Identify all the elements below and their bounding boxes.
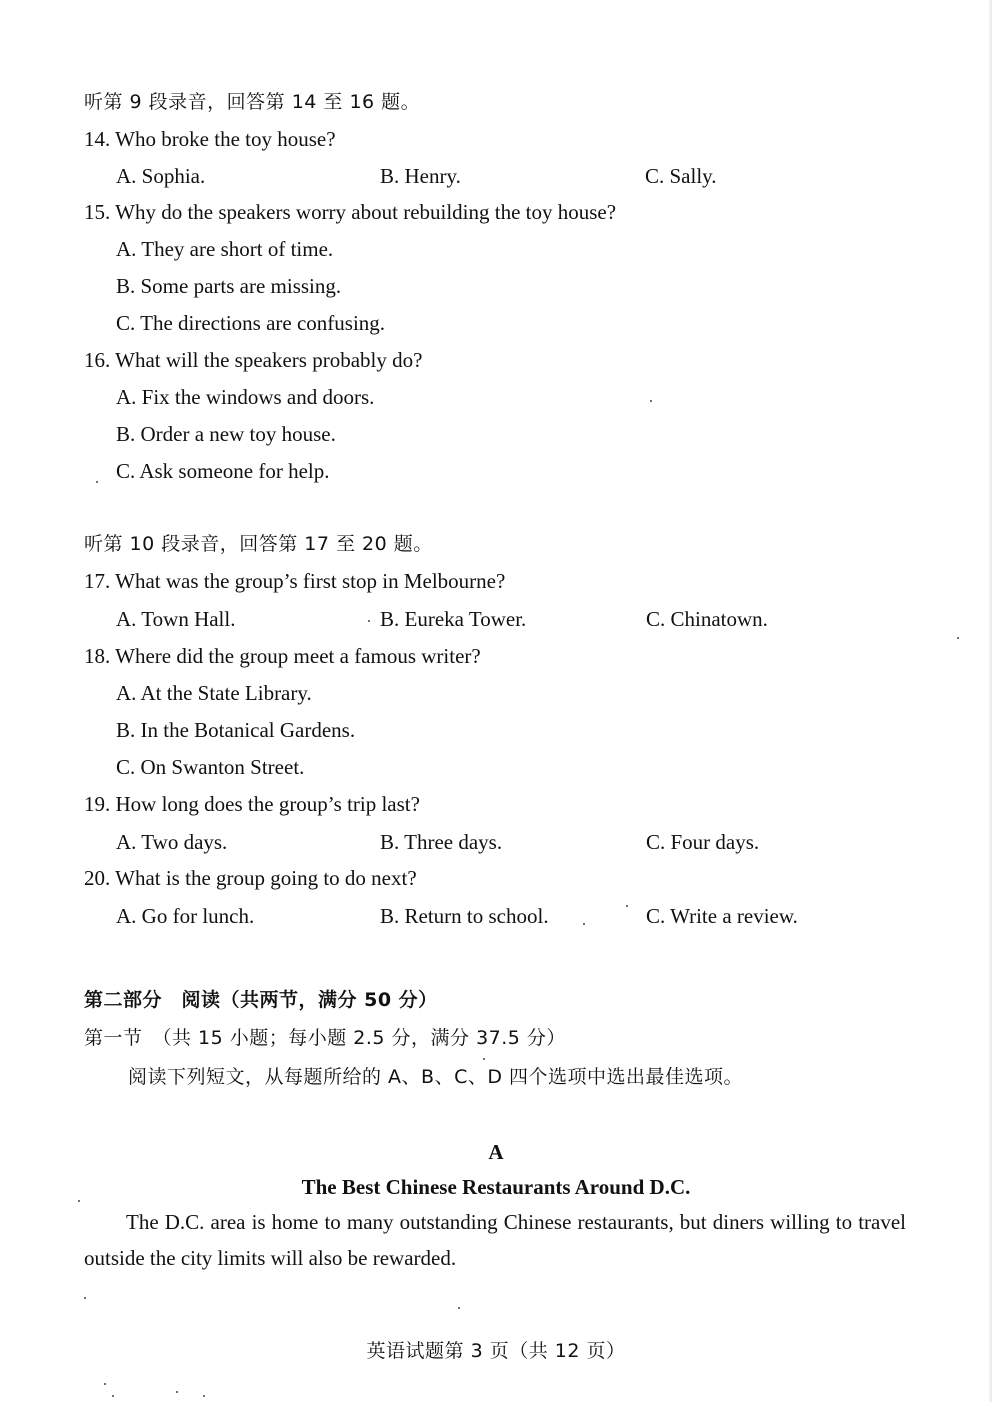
question-17-option-b: B. Eureka Tower. [380,607,527,631]
question-15-option-c: C. The directions are confusing. [116,311,386,335]
question-20-option-c: C. Write a review. [646,904,798,928]
scan-speck [483,1058,485,1060]
question-19-option-a: A. Two days. [116,830,228,854]
part-2-title: 第二部分 阅读（共两节，满分 50 分） [84,989,438,1011]
question-16-option-c: C. Ask someone for help. [116,459,330,483]
scan-speck [650,400,652,402]
question-14-option-b: B. Henry. [380,164,461,188]
section-9-header: 听第 9 段录音，回答第 14 至 16 题。 [84,91,421,113]
part-2-section-1: 第一节 （共 15 小题；每小题 2.5 分，满分 37.5 分） [84,1027,566,1049]
question-15-option-a: A. They are short of time. [116,237,334,261]
page-footer: 英语试题第 3 页（共 12 页） [366,1340,626,1362]
question-20-option-a: A. Go for lunch. [116,904,255,928]
scan-speck [176,1391,178,1393]
passage-paragraph [84,1204,906,1276]
question-16-stem: 16. What will the speakers probably do? [84,348,423,372]
section-10-header: 听第 10 段录音，回答第 17 至 20 题。 [84,533,433,555]
question-17-option-c: C. Chinatown. [646,607,768,631]
scan-speck [957,637,959,639]
question-18-option-b: B. In the Botanical Gardens. [116,718,356,742]
question-15-stem: 15. Why do the speakers worry about rebuilding the toy house? [84,200,617,224]
question-18-option-c: C. On Swanton Street. [116,755,305,779]
question-18-stem: 18. Where did the group meet a famous writer? [84,644,481,668]
question-17-stem: 17. What was the group’s first stop in Melbourne? [84,569,506,593]
question-15-option-b: B. Some parts are missing. [116,274,342,298]
question-20-option-b: B. Return to school. [380,904,549,928]
question-20-stem: 20. What is the group going to do next? [84,866,417,890]
scan-speck [104,1383,106,1385]
question-17-option-a: A. Town Hall. [116,607,236,631]
question-19-stem: 19. How long does the group’s trip last? [84,792,420,816]
scan-speck [84,1297,86,1299]
passage-title: The Best Chinese Restaurants Around D.C. [301,1175,691,1199]
scan-speck [458,1307,460,1309]
question-16-option-b: B. Order a new toy house. [116,422,336,446]
scan-speck [78,1200,80,1202]
question-16-option-a: A. Fix the windows and doors. [116,385,375,409]
question-14-stem: 14. Who broke the toy house? [84,127,336,151]
scan-edge-shadow [988,0,992,1402]
scan-speck [626,905,628,907]
question-14-option-a: A. Sophia. [116,164,206,188]
part-2-instruction: 阅读下列短文，从每题所给的 A、B、C、D 四个选项中选出最佳选项。 [128,1066,744,1088]
scan-speck [112,1395,114,1397]
question-18-option-a: A. At the State Library. [116,681,312,705]
passage-paragraph-text: The D.C. area is home to many outstanding Chinese restaurants, but diners willing to travel outside the city limits will also be rewarded. [84,1210,906,1270]
scan-speck [203,1395,205,1397]
question-19-option-b: B. Three days. [380,830,503,854]
scan-speck [583,923,585,925]
scan-speck [368,620,370,622]
question-19-option-c: C. Four days. [646,830,760,854]
question-14-option-c: C. Sally. [645,164,717,188]
scan-speck [96,481,98,483]
passage-label: A [488,1140,504,1164]
